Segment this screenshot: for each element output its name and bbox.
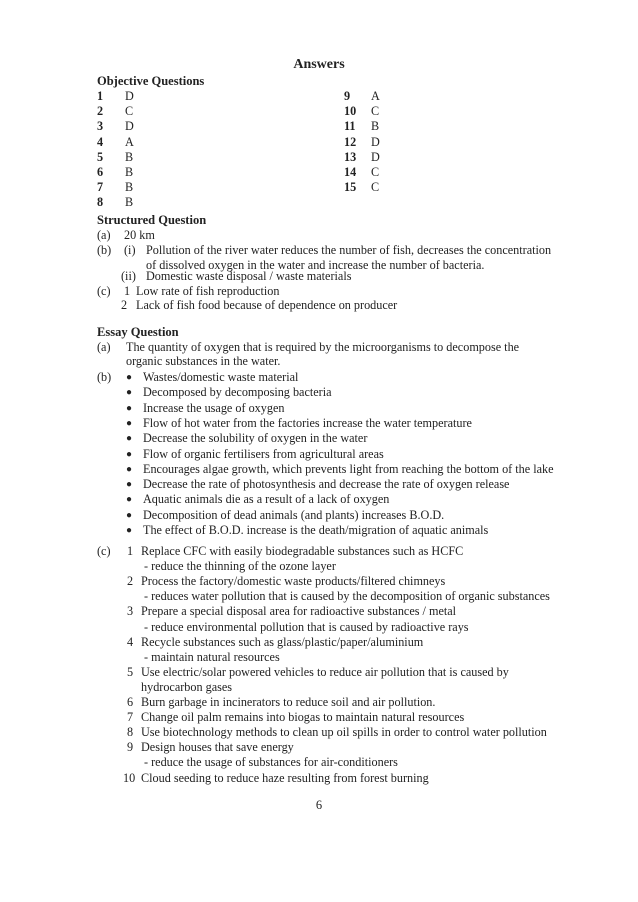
essay-c-line: Burn garbage in incinerators to reduce soil and air pollution. bbox=[141, 695, 436, 709]
bullet-icon: ● bbox=[126, 525, 133, 536]
objective-number: 5 bbox=[97, 149, 104, 164]
essay-bullet-text: Increase the usage of oxygen bbox=[143, 400, 285, 415]
essay-c-line: - reduce the thinning of the ozone layer bbox=[144, 559, 336, 574]
essay-c-label: (c) bbox=[97, 544, 111, 558]
structured-a-text: 20 km bbox=[124, 228, 155, 242]
structured-b-ii-label: (ii) bbox=[121, 269, 136, 283]
structured-c-1-text: Low rate of fish reproduction bbox=[136, 284, 280, 298]
essay-c-line: Use electric/solar powered vehicles to reduce air pollution that is caused by bbox=[141, 664, 509, 679]
structured-b-ii-text: Domestic waste disposal / waste materials bbox=[146, 269, 352, 283]
objective-number: 9 bbox=[344, 89, 351, 103]
essay-c-line: hydrocarbon gases bbox=[141, 679, 233, 694]
objective-number: 14 bbox=[344, 165, 357, 179]
essay-c-number: 9 bbox=[127, 740, 134, 755]
essay-c-number: 6 bbox=[127, 695, 134, 709]
essay-c-line: Use biotechnology methods to clean up oil spills in order to control water pollution bbox=[141, 725, 547, 740]
essay-c-number: 1 bbox=[127, 544, 134, 558]
objective-answer: D bbox=[371, 134, 380, 149]
essay-c-line: - reduce the usage of substances for air-conditioners bbox=[144, 755, 398, 770]
objective-number: 6 bbox=[97, 165, 104, 179]
structured-c-2-label: 2 bbox=[121, 298, 128, 312]
essay-c-line: - reduce environmental pollution that is caused by radioactive rays bbox=[144, 619, 469, 634]
objective-answer: C bbox=[371, 165, 380, 179]
essay-c-number: 5 bbox=[127, 664, 134, 679]
structured-c-2-text: Lack of fish food because of dependence on producer bbox=[136, 298, 398, 312]
objective-number: 10 bbox=[344, 104, 357, 119]
objective-number: 13 bbox=[344, 149, 357, 164]
objective-number: 3 bbox=[97, 119, 104, 134]
essay-bullet-text: Aquatic animals die as a result of a lack of oxygen bbox=[143, 492, 390, 507]
essay-c-line: Cloud seeding to reduce haze resulting from forest burning bbox=[141, 770, 429, 785]
objective-answer: C bbox=[371, 104, 380, 119]
structured-b-label: (b) bbox=[97, 243, 112, 257]
essay-bullet-text: Flow of hot water from the factories increase the water temperature bbox=[143, 415, 472, 430]
structured-heading: Structured Question bbox=[97, 213, 207, 227]
essay-c-line: Recycle substances such as glass/plastic/paper/aluminium bbox=[141, 634, 424, 649]
essay-c-line: Replace CFC with easily biodegradable substances such as HCFC bbox=[141, 544, 464, 558]
objective-heading: Objective Questions bbox=[97, 74, 205, 88]
bullet-icon: ● bbox=[126, 479, 133, 491]
structured-b-i-line2: of dissolved oxygen in the water and increase the number of bacteria. bbox=[146, 258, 485, 272]
objective-number: 7 bbox=[97, 180, 104, 195]
bullet-icon: ● bbox=[126, 494, 133, 506]
essay-c-number: 7 bbox=[127, 710, 134, 725]
essay-bullet-text: Decrease the solubility of oxygen in the water bbox=[143, 431, 368, 446]
bullet-icon: ● bbox=[126, 463, 133, 475]
objective-number: 2 bbox=[97, 104, 104, 119]
essay-bullet-text: The effect of B.O.D. increase is the death/migration of aquatic animals bbox=[143, 523, 489, 537]
bullet-icon: ● bbox=[126, 509, 133, 521]
objective-answer: D bbox=[125, 119, 134, 134]
objective-answer: B bbox=[371, 119, 380, 134]
objective-answer: B bbox=[125, 165, 134, 179]
essay-heading: Essay Question bbox=[97, 325, 179, 339]
essay-a-label: (a) bbox=[97, 340, 111, 354]
objective-number: 8 bbox=[97, 195, 104, 210]
structured-c-1-label: 1 bbox=[124, 284, 131, 298]
structured-c-label: (c) bbox=[97, 284, 111, 298]
essay-c-number: 10 bbox=[123, 770, 136, 785]
essay-c-line: - maintain natural resources bbox=[144, 649, 280, 664]
objective-number: 15 bbox=[344, 180, 357, 195]
bullet-icon: ● bbox=[126, 417, 133, 429]
objective-answer: D bbox=[125, 89, 134, 103]
essay-c-number: 2 bbox=[127, 574, 134, 589]
essay-bullet-text: Decrease the rate of photosynthesis and decrease the rate of oxygen release bbox=[143, 477, 510, 492]
essay-c-line: Prepare a special disposal area for radioactive substances / metal bbox=[141, 604, 457, 619]
essay-bullet-text: Decomposition of dead animals (and plants) increases B.O.D. bbox=[143, 507, 445, 522]
structured-b-i-line1: Pollution of the river water reduces the number of fish, decreases the concentration bbox=[146, 243, 552, 257]
bullet-icon: ● bbox=[126, 433, 133, 445]
objective-answer: B bbox=[125, 180, 134, 195]
essay-bullet-text: Flow of organic fertilisers from agricultural areas bbox=[143, 446, 384, 461]
objective-number: 12 bbox=[344, 134, 357, 149]
bullet-icon: ● bbox=[126, 448, 133, 460]
objective-answer: A bbox=[125, 134, 134, 149]
objective-number: 1 bbox=[97, 89, 104, 103]
bullet-icon: ● bbox=[126, 387, 133, 399]
essay-bullet-text: Wastes/domestic waste material bbox=[143, 370, 299, 384]
essay-c-line: - reduces water pollution that is caused by the decomposition of organic substances bbox=[144, 589, 550, 604]
essay-c-number: 8 bbox=[127, 725, 134, 740]
bullet-icon: ● bbox=[126, 402, 133, 414]
essay-bullet-text: Decomposed by decomposing bacteria bbox=[143, 385, 332, 400]
objective-number: 4 bbox=[97, 134, 104, 149]
structured-b-i-label: (i) bbox=[124, 243, 136, 257]
essay-a-line2: organic substances in the water. bbox=[126, 354, 281, 368]
essay-c-number: 4 bbox=[127, 634, 134, 649]
essay-a-line1: The quantity of oxygen that is required by the microorganisms to decompose the bbox=[126, 340, 520, 354]
essay-bullet-text: Encourages algae growth, which prevents light from reaching the bottom of the lake bbox=[143, 461, 554, 476]
structured-a-label: (a) bbox=[97, 228, 111, 242]
objective-answer: D bbox=[371, 149, 380, 164]
essay-b-label: (b) bbox=[97, 370, 112, 384]
objective-answer: A bbox=[371, 89, 380, 103]
page-number: 6 bbox=[315, 798, 323, 812]
essay-c-line: Change oil palm remains into biogas to maintain natural resources bbox=[141, 710, 465, 725]
bullet-icon: ● bbox=[126, 372, 133, 383]
objective-answer: C bbox=[125, 104, 134, 119]
essay-c-number: 3 bbox=[127, 604, 134, 619]
objective-number: 11 bbox=[344, 119, 356, 134]
page-title: Answers bbox=[293, 57, 345, 72]
essay-c-line: Design houses that save energy bbox=[141, 740, 294, 755]
objective-answer: C bbox=[371, 180, 380, 195]
essay-c-line: Process the factory/domestic waste products/filtered chimneys bbox=[141, 574, 446, 589]
objective-answer: B bbox=[125, 149, 134, 164]
objective-answer: B bbox=[125, 195, 134, 210]
